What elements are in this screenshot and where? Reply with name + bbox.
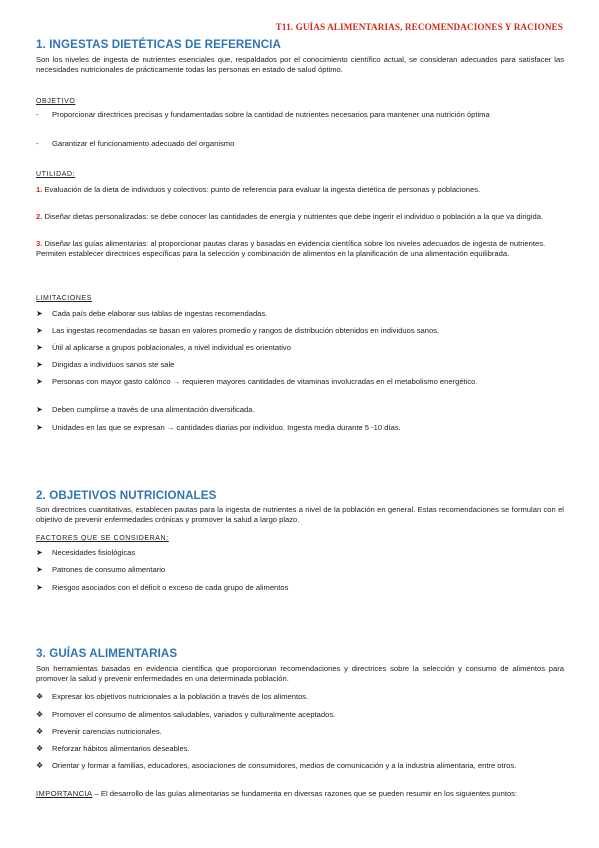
limitacion-text: Las ingestas recomendadas se basan en valores promedio y rangos de distribución obtenidos en individuos sanos.: [52, 326, 440, 335]
section-3-intro: Son herramientas basadas en evidencia científica que proporcionan recomendaciones y directrices sobre la selección y consumo de alimentos para promover la salud y prevenir enfermedades en una determinada población.: [36, 664, 564, 684]
objetivo-item-text: Garantizar el funcionamiento adecuado del organismo: [52, 139, 235, 148]
dash-bullet: -: [36, 139, 39, 148]
arrow-bullet-icon: ➤: [36, 343, 43, 352]
utilidad-item: [36, 239, 564, 259]
limitacion-text: Personas con mayor gasto calórico → requieren mayores cantidades de vitaminas involucradas en el metabolismo energético.: [52, 377, 478, 386]
arrow-bullet-icon: ➤: [36, 377, 43, 386]
section-3-heading: GUÍAS ALIMENTARIAS: [49, 647, 178, 660]
importancia-label: IMPORTANCIA: [36, 789, 93, 798]
document-header-title: T11. GUÍAS ALIMENTARIAS, RECOMENDACIONES Y RACIONES: [275, 22, 563, 32]
utilidad-text: Diseñar las guías alimentarias: al proporcionar pautas claras y basadas en evidencia científica sobre los niveles adecuados de ingesta de nutrientes. Permiten establecer directrices específicas para la selección y combinación de alimentos en la planificación de una alimentación equilibrada.: [36, 239, 546, 259]
section-3-number: 3.: [36, 647, 46, 660]
limitaciones-label: LIMITACIONES: [36, 295, 93, 302]
arrow-bullet-icon: ➤: [36, 548, 43, 557]
section-2-heading: OBJETIVOS NUTRICIONALES: [49, 489, 217, 502]
limitacion-text: Cada país debe elaborar sus tablas de ingestas recomendadas.: [52, 309, 268, 318]
diamond-bullet-icon: ❖: [36, 692, 44, 701]
importancia-text: – El desarrollo de las guías alimentarias se fundamenta en diversas razones que se pueden resumir en los siguientes puntos:: [92, 789, 518, 798]
diamond-bullet-icon: ❖: [36, 710, 44, 719]
utilidad-text: Evaluación de la dieta de individuos y colectivos: punto de referencia para evaluar la ingesta dietética de personas y poblaciones.: [44, 185, 481, 194]
objetivo-label: OBJETIVO: [36, 98, 76, 105]
section-3-title: [36, 647, 177, 660]
section-2-title: [36, 489, 216, 502]
guia-text: Expresar los objetivos nutricionales a la población a través de los alimentos.: [52, 692, 309, 701]
guia-text: Reforzar hábitos alimentarios deseables.: [52, 744, 190, 753]
diamond-bullet-icon: ❖: [36, 727, 44, 736]
arrow-bullet-icon: ➤: [36, 405, 43, 414]
utilidad-label: UTILIDAD:: [36, 171, 76, 178]
utilidad-number: 2.: [36, 212, 43, 221]
arrow-bullet-icon: ➤: [36, 360, 43, 369]
limitacion-text: Unidades en las que se expresan → cantidades diarias por individuo. Ingesta media durante 5 -10 días.: [52, 423, 401, 432]
limitacion-text: Útil al aplicarse a grupos poblacionales, a nivel individual es orientativo: [52, 343, 291, 352]
arrow-bullet-icon: ➤: [36, 583, 43, 592]
guia-text: Promover el consumo de alimentos saludables, variados y culturalmente aceptados.: [52, 710, 336, 719]
section-1-number: 1.: [36, 38, 46, 51]
factor-text: Riesgos asociados con el déficit o exceso de cada grupo de alimentos: [52, 583, 289, 592]
utilidad-number: 1.: [36, 185, 43, 194]
utilidad-item: [36, 212, 564, 222]
factores-label: FACTORES QUE SE CONSIDERAN:: [36, 535, 169, 542]
factor-text: Necesidades fisiológicas: [52, 548, 136, 557]
guia-text: Orientar y formar a familias, educadores, asociaciones de consumidores, medios de comunicación y a la industria alimentaria, entre otros.: [52, 761, 517, 770]
utilidad-number: 3.: [36, 239, 43, 248]
diamond-bullet-icon: ❖: [36, 744, 44, 753]
section-1-intro: Son los niveles de ingesta de nutrientes esenciales que, respaldados por el conocimiento científico actual, se consideran adecuados para satisfacer las necesidades nutricionales de prácticamente todas las personas en estado de salud óptimo.: [36, 55, 564, 75]
diamond-bullet-icon: ❖: [36, 761, 44, 770]
objetivo-item-text: Proporcionar directrices precisas y fundamentadas sobre la cantidad de nutrientes necesarios para mantener una nutrición óptima: [52, 110, 490, 119]
section-1-title: [36, 38, 281, 51]
arrow-bullet-icon: ➤: [36, 423, 43, 432]
limitacion-text: Deben cumplirse a través de una alimentación diversificada.: [52, 405, 255, 414]
guia-text: Prevenir carencias nutricionales.: [52, 727, 162, 736]
section-2-intro: Son directrices cuantitativas, establecen pautas para la ingesta de nutrientes a nivel de la población en general. Estas recomendaciones se formulan con el objetivo de prevenir enfermedades crónicas y promover la salud a largo plazo.: [36, 505, 564, 525]
importancia-paragraph: [36, 789, 564, 799]
limitacion-text: Dirigidas a individuos sanos ste sale: [52, 360, 175, 369]
arrow-bullet-icon: ➤: [36, 565, 43, 574]
section-1-heading: INGESTAS DIETÉTICAS DE REFERENCIA: [49, 38, 281, 51]
arrow-bullet-icon: ➤: [36, 326, 43, 335]
utilidad-item: [36, 185, 564, 195]
utilidad-text: Diseñar dietas personalizadas: se debe conocer las cantidades de energía y nutrientes que debe ingerir el individuo o población a la que va dirigida.: [44, 212, 544, 221]
factor-text: Patrones de consumo alimentario: [52, 565, 166, 574]
section-2-number: 2.: [36, 489, 46, 502]
arrow-bullet-icon: ➤: [36, 309, 43, 318]
dash-bullet: -: [36, 110, 39, 119]
